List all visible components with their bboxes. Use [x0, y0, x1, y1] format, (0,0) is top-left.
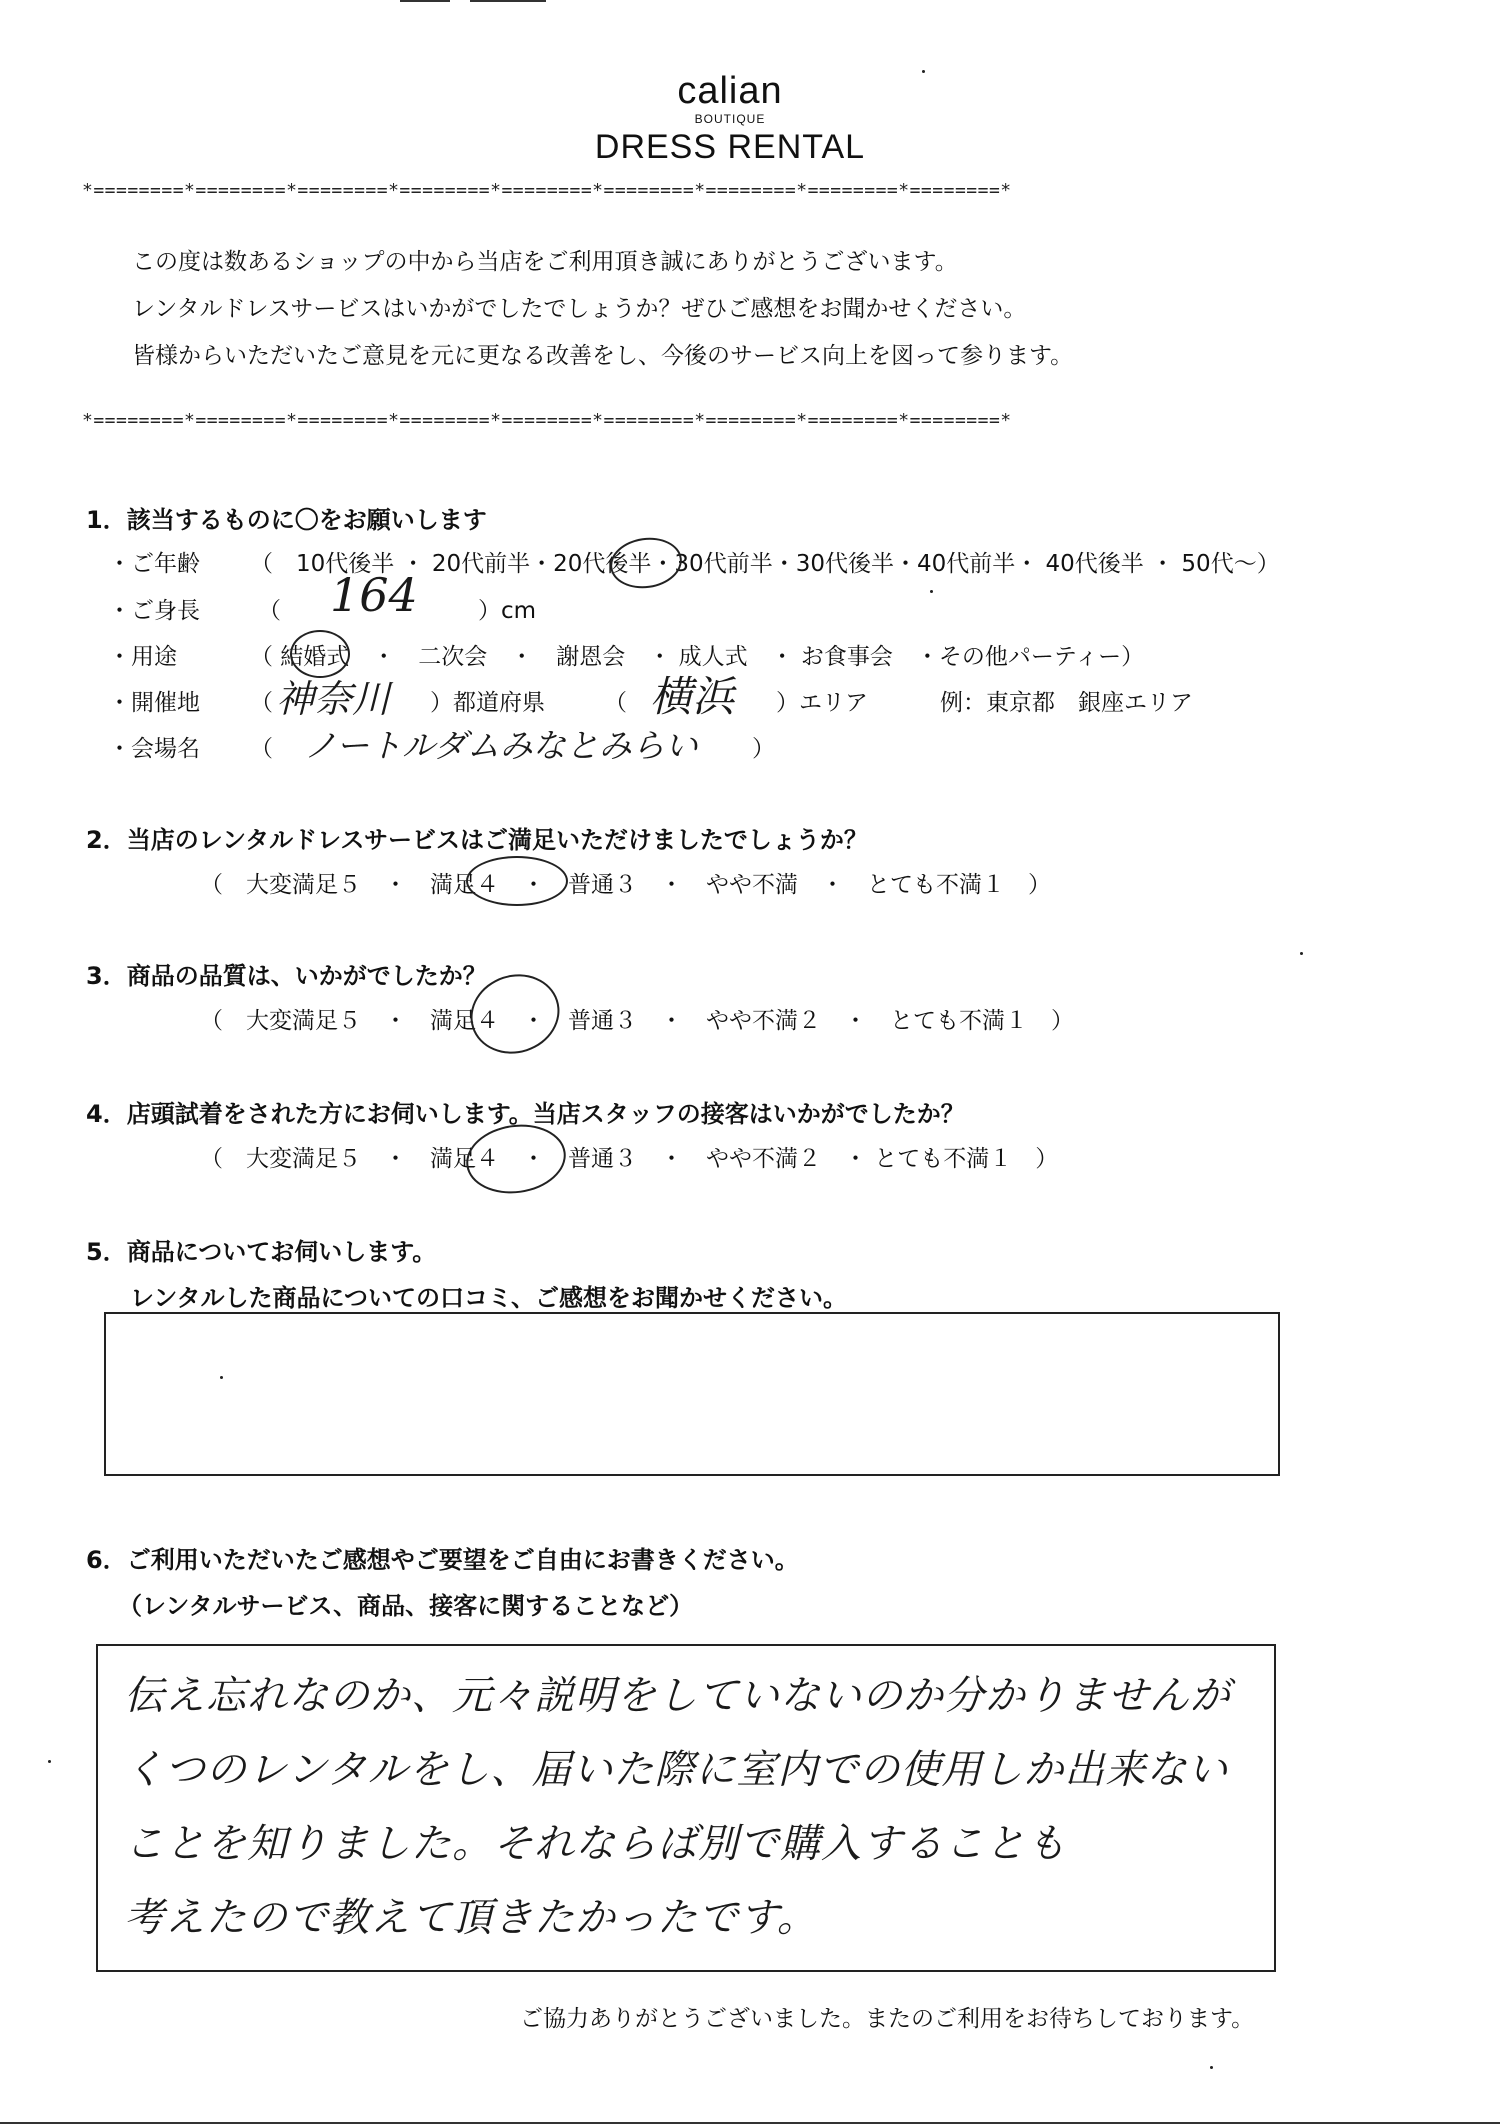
height-open-paren: （: [258, 598, 281, 624]
q1-title: 1．該当するものに〇をお願いします: [86, 506, 487, 534]
venue-name-close-paren: ）: [752, 736, 775, 762]
q2-title: 2．当店のレンタルドレスサービスはご満足いただけましたでしょうか？: [86, 826, 868, 854]
q5-title: 5．商品についてお伺いします。: [86, 1238, 437, 1266]
age-selection-circle: [607, 533, 685, 593]
q5-answer-box[interactable]: [104, 1312, 1280, 1476]
venue-pref-suffix: ）都道府県: [430, 690, 545, 716]
q6-answer-box[interactable]: [96, 1644, 1276, 1972]
brand-name: calian: [677, 70, 783, 112]
area-value: 横浜: [650, 672, 735, 721]
venue-name-open-paren: （: [250, 736, 273, 762]
age-options: （ 10代後半 ・ 20代前半・20代後半・30代前半・30代後半・40代前半・ 40代後半 ・ 50代～）: [250, 551, 1280, 577]
intro-line-3: 皆様からいただいたご意見を元に更なる改善をし、今後のサービス向上を図って参ります。: [132, 343, 1074, 369]
height-value: 164: [330, 568, 418, 622]
intro-line-2: レンタルドレスサービスはいかがでしたでしょうか？ぜひご感想をお聞かせください。: [132, 296, 1027, 322]
page-bottom-edge: [0, 2122, 1500, 2124]
venue-pref-value: 神奈川: [276, 677, 391, 721]
q6-answer-line-3: ことを知りました。それならば別で購入することも: [124, 1821, 1067, 1867]
separator-bottom: *========*========*========*========*========*========*========*========*========*: [82, 410, 1012, 431]
q2-selection-circle: [466, 856, 568, 906]
q6-subtitle: （レンタルサービス、商品、接客に関することなど）: [118, 1592, 694, 1620]
usage-label: ・用途: [108, 644, 177, 670]
scan-speck: [1210, 2066, 1213, 2069]
q4-title: 4．店頭試着をされた方にお伺いします。当店スタッフの接客はいかがでしたか？: [86, 1100, 965, 1128]
footer-thanks: ご協力ありがとうございました。またのご利用をお待ちしております。: [520, 2006, 1255, 2032]
q6-answer-line-1: 伝え忘れなのか、元々説明をしていないのか分かりませんが: [124, 1673, 1231, 1719]
height-label: ・ご身長: [108, 598, 200, 624]
venue-pref-label: ・開催地: [108, 690, 200, 716]
q6-title: 6．ご利用いただいたご感想やご要望をご自由にお書きください。: [86, 1546, 799, 1574]
scan-mark: [470, 0, 546, 2]
scan-mark: [400, 0, 450, 2]
brand-subtitle: BOUTIQUE: [694, 112, 766, 126]
q3-title: 3．商品の品質は、いかがでしたか？: [86, 962, 487, 990]
location-example: 例：東京都 銀座エリア: [940, 690, 1193, 716]
q3-options: （ 大変満足５ ・ 満足４ ・ 普通３ ・ やや不満２ ・ とても不満１ ）: [200, 1008, 1074, 1034]
form-title: DRESS RENTAL: [594, 128, 866, 166]
scan-speck: [220, 1376, 223, 1379]
intro-line-1: この度は数あるショップの中から当店をご利用頂き誠にありがとうございます。: [132, 249, 958, 275]
q4-options: （ 大変満足５ ・ 満足４ ・ 普通３ ・ やや不満２ ・ とても不満１ ）: [200, 1146, 1059, 1172]
scan-speck: [48, 1760, 51, 1763]
area-open-paren: （: [604, 690, 627, 716]
q6-answer-line-4: 考えたので教えて頂きたかったです。: [124, 1895, 818, 1941]
usage-options: （ 結婚式 ・ 二次会 ・ 謝恩会 ・ 成人式 ・ お食事会 ・その他パーティー）: [250, 644, 1145, 670]
q6-answer-line-2: くつのレンタルをし、届いた際に室内での使用しか出来ない: [124, 1747, 1229, 1793]
venue-pref-open-paren: （: [250, 690, 273, 716]
venue-name-value: ノートルダムみなとみらい: [304, 726, 698, 765]
q5-subtitle: レンタルした商品についての口コミ、ご感想をお聞かせください。: [130, 1284, 847, 1312]
height-unit: ）cm: [478, 598, 537, 624]
scan-speck: [1300, 952, 1303, 955]
scan-speck: [922, 70, 925, 73]
scan-speck: [930, 590, 933, 593]
age-label: ・ご年齢: [108, 551, 200, 577]
venue-name-label: ・会場名: [108, 736, 200, 762]
area-suffix: ）エリア: [776, 690, 868, 716]
q2-options: （ 大変満足５ ・ 満足４ ・ 普通３ ・ やや不満 ・ とても不満１ ）: [200, 872, 1051, 898]
q4-selection-circle: [462, 1118, 570, 1199]
separator-top: *========*========*========*========*========*========*========*========*========*: [82, 180, 1012, 201]
